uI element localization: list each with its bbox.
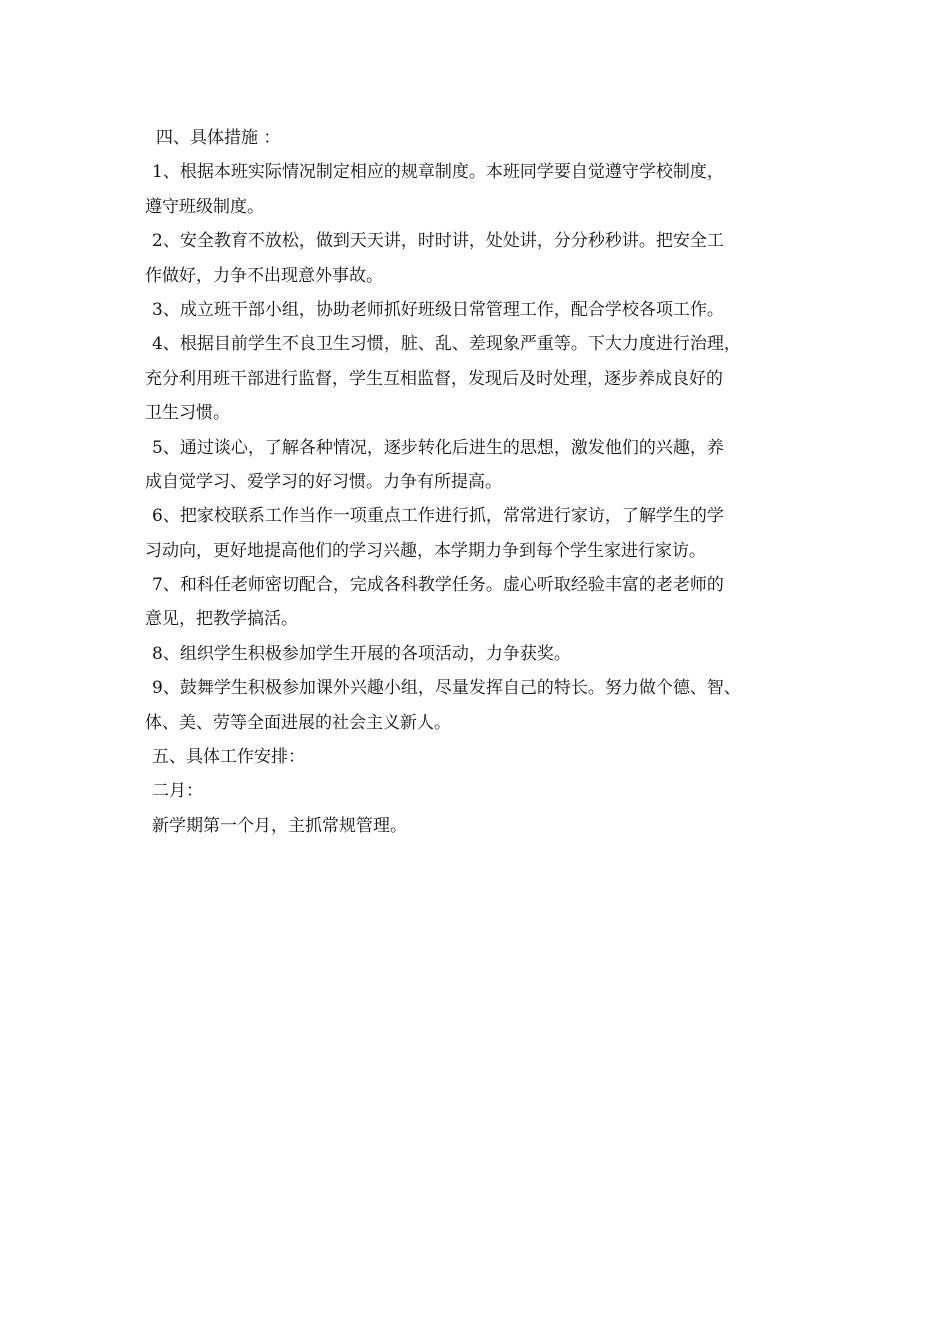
- month-heading: 二月：: [152, 781, 203, 802]
- paragraph-line: 4、根据目前学生不良卫生习惯，脏、乱、差现象严重等。下大力度进行治理，: [152, 334, 741, 355]
- section-heading-schedule: 五、具体工作安排：: [152, 747, 305, 768]
- paragraph-line: 1、根据本班实际情况制定相应的规章制度。本班同学要自觉遵守学校制度，: [152, 162, 724, 183]
- paragraph-line: 习动向，更好地提高他们的学习兴趣，本学期力争到每个学生家进行家访。: [145, 540, 706, 561]
- document-body: [145, 121, 815, 843]
- paragraph-line: 卫生习惯。: [145, 403, 230, 424]
- paragraph-line: 意见，把教学搞活。: [145, 609, 298, 630]
- paragraph-line: 8、组织学生积极参加学生开展的各项活动，力争获奖。: [152, 643, 571, 664]
- paragraph-line: 充分利用班干部进行监督，学生互相监督，发现后及时处理，逐步养成良好的: [145, 368, 723, 389]
- paragraph-line: 成自觉学习、爱学习的好习惯。力争有所提高。: [145, 471, 502, 492]
- paragraph-line: 7、和科任老师密切配合，完成各科教学任务。虚心听取经验丰富的老老师的: [152, 575, 724, 596]
- paragraph-line: 5、通过谈心，了解各种情况，逐步转化后进生的思想，激发他们的兴趣，养: [152, 437, 724, 458]
- paragraph-line: 6、把家校联系工作当作一项重点工作进行抓，常常进行家访，了解学生的学: [152, 506, 724, 527]
- section-heading-measures: 四、具体措施 ：: [156, 128, 281, 148]
- paragraph-line: 3、成立班干部小组，协助老师抓好班级日常管理工作，配合学校各项工作。: [152, 299, 724, 320]
- paragraph-line: 9、鼓舞学生积极参加课外兴趣小组，尽量发挥自己的特长。努力做个德、智、: [152, 678, 741, 699]
- paragraph-line: 遵守班级制度。: [145, 196, 264, 217]
- paragraph-line: 2、安全教育不放松，做到天天讲，时时讲，处处讲，分分秒秒讲。把安全工: [152, 231, 724, 252]
- paragraph-line: 新学期第一个月，主抓常规管理。: [152, 815, 407, 836]
- paragraph-line: 体、美、劳等全面进展的社会主义新人。: [145, 712, 451, 733]
- paragraph-line: 作做好，力争不出现意外事故。: [145, 265, 383, 286]
